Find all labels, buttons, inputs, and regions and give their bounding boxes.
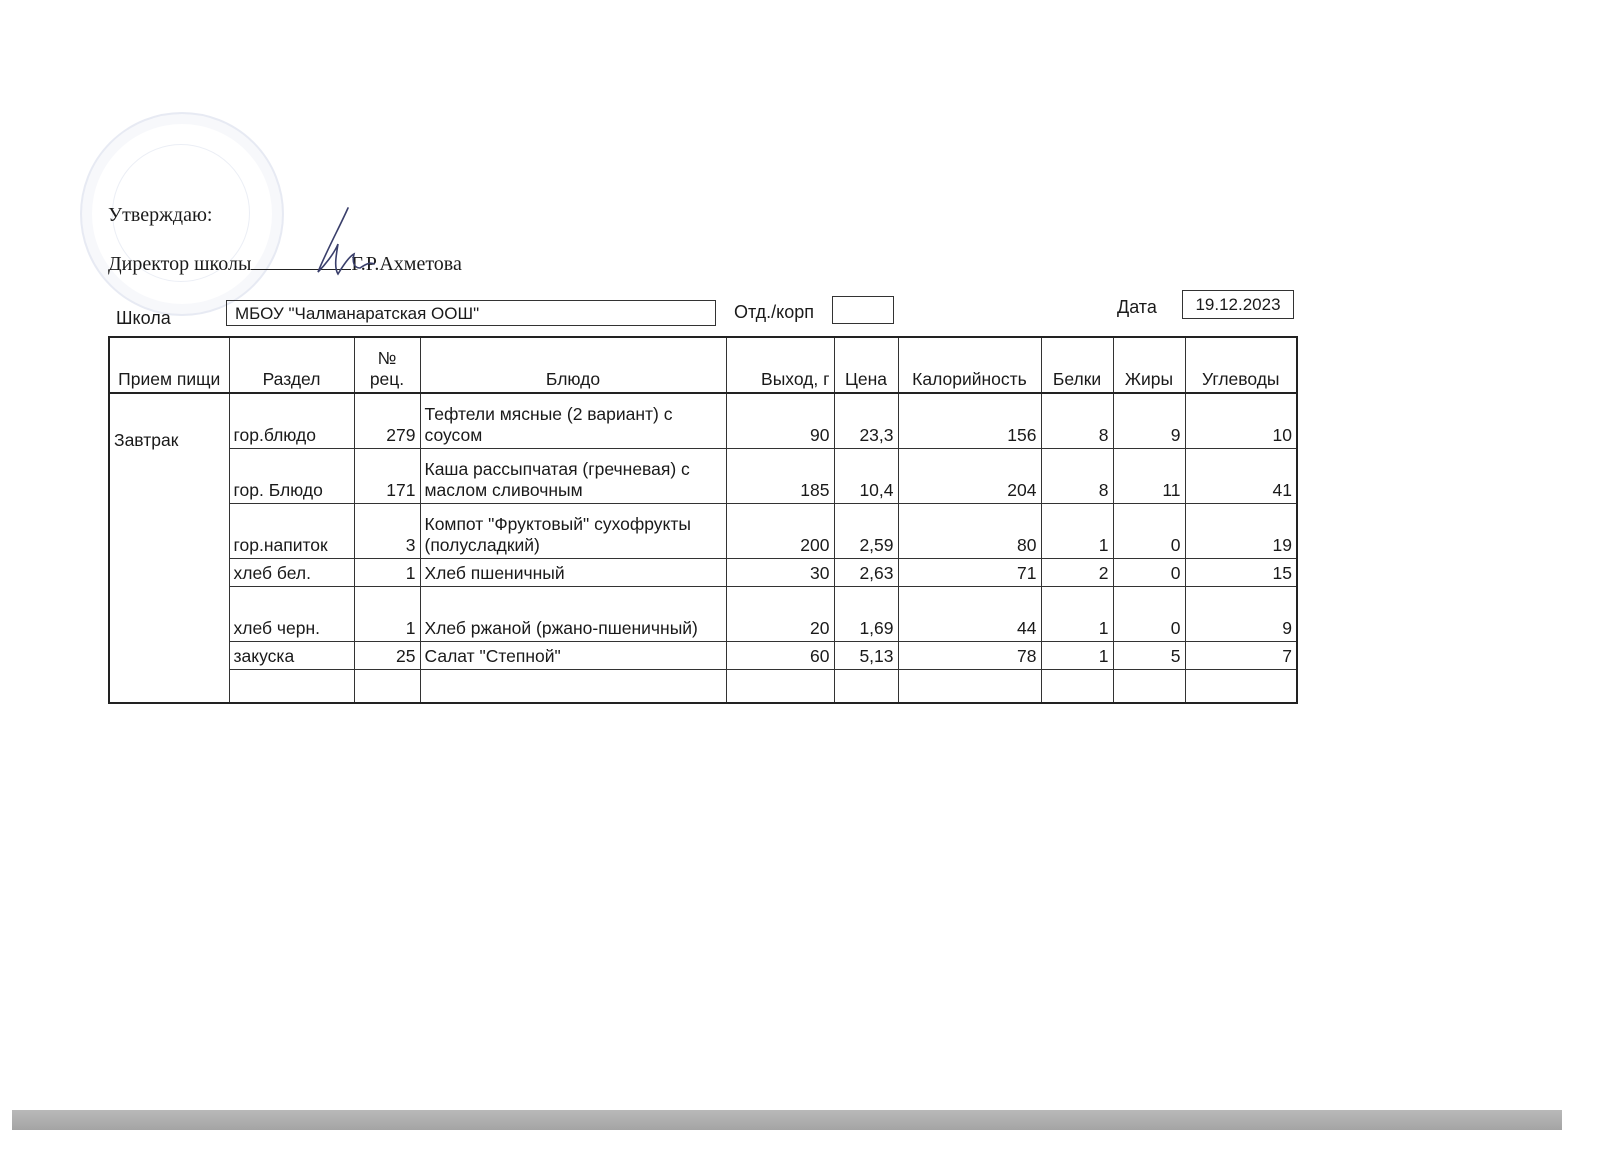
section-cell: гор.блюдо: [229, 393, 354, 449]
section-cell: хлеб черн.: [229, 587, 354, 642]
column-header: Жиры: [1113, 337, 1185, 393]
column-header: Углеводы: [1185, 337, 1297, 393]
dish-cell: Хлеб пшеничный: [420, 559, 726, 587]
yield-cell: 185: [726, 449, 834, 504]
carbs-cell: 10: [1185, 393, 1297, 449]
yield-cell: 90: [726, 393, 834, 449]
date-label: Дата: [1117, 297, 1157, 317]
protein-cell: 1: [1041, 642, 1113, 670]
calories-cell: 204: [898, 449, 1041, 504]
calories-cell: 156: [898, 393, 1041, 449]
recipe-cell: 25: [354, 642, 420, 670]
recipe-cell: 3: [354, 504, 420, 559]
dish-cell: Хлеб ржаной (ржано-пшеничный): [420, 587, 726, 642]
table-row: [109, 559, 1297, 587]
carbs-cell: 9: [1185, 587, 1297, 642]
column-header: Калорийность: [898, 337, 1041, 393]
dish-cell: Салат "Степной": [420, 642, 726, 670]
fat-cell: 5: [1113, 642, 1185, 670]
fat-cell: 11: [1113, 449, 1185, 504]
table-header-row: [109, 337, 1297, 393]
recipe-cell: 279: [354, 393, 420, 449]
empty-cell: [420, 670, 726, 704]
protein-cell: 8: [1041, 393, 1113, 449]
empty-cell: [229, 670, 354, 704]
department-field: [832, 296, 894, 324]
column-header: Прием пищи: [109, 337, 229, 393]
empty-cell: [834, 670, 898, 704]
approval-heading: Утверждаю:: [108, 204, 213, 226]
fat-cell: 0: [1113, 587, 1185, 642]
carbs-cell: 7: [1185, 642, 1297, 670]
scanner-edge-shadow: [12, 1110, 1562, 1130]
price-cell: 2,63: [834, 559, 898, 587]
carbs-cell: 15: [1185, 559, 1297, 587]
calories-cell: 71: [898, 559, 1041, 587]
table-row: [109, 449, 1297, 504]
yield-cell: 30: [726, 559, 834, 587]
dish-cell: Компот "Фруктовый" сухофрукты (полусладкий): [420, 504, 726, 559]
fat-cell: 0: [1113, 504, 1185, 559]
table-row: [109, 587, 1297, 642]
school-label: Школа: [116, 308, 171, 328]
column-header: Выход, г: [726, 337, 834, 393]
table-row: [109, 504, 1297, 559]
protein-cell: 1: [1041, 504, 1113, 559]
protein-cell: 1: [1041, 587, 1113, 642]
yield-cell: 60: [726, 642, 834, 670]
section-cell: гор. Блюдо: [229, 449, 354, 504]
empty-cell: [1185, 670, 1297, 704]
calories-cell: 78: [898, 642, 1041, 670]
calories-cell: 80: [898, 504, 1041, 559]
dish-cell: Каша рассыпчатая (гречневая) с маслом сливочным: [420, 449, 726, 504]
fat-cell: 9: [1113, 393, 1185, 449]
menu-table: [108, 336, 1298, 704]
price-cell: 10,4: [834, 449, 898, 504]
column-header: Раздел: [229, 337, 354, 393]
date-field: 19.12.2023: [1182, 290, 1294, 319]
carbs-cell: 41: [1185, 449, 1297, 504]
recipe-cell: 171: [354, 449, 420, 504]
price-cell: 1,69: [834, 587, 898, 642]
protein-cell: 8: [1041, 449, 1113, 504]
column-header: Цена: [834, 337, 898, 393]
yield-cell: 200: [726, 504, 834, 559]
table-row: [109, 642, 1297, 670]
section-cell: хлеб бел.: [229, 559, 354, 587]
price-cell: 23,3: [834, 393, 898, 449]
recipe-cell: 1: [354, 587, 420, 642]
meal-cell: Завтрак: [109, 393, 229, 703]
protein-cell: 2: [1041, 559, 1113, 587]
section-cell: закуска: [229, 642, 354, 670]
table-row: [109, 393, 1297, 449]
section-cell: гор.напиток: [229, 504, 354, 559]
empty-cell: [898, 670, 1041, 704]
director-signature: [310, 206, 380, 286]
school-name-field: МБОУ "Чалманаратская ООШ": [226, 300, 716, 326]
recipe-cell: 1: [354, 559, 420, 587]
empty-cell: [726, 670, 834, 704]
price-cell: 2,59: [834, 504, 898, 559]
carbs-cell: 19: [1185, 504, 1297, 559]
yield-cell: 20: [726, 587, 834, 642]
director-label: Директор школы: [108, 253, 252, 275]
empty-cell: [1113, 670, 1185, 704]
empty-cell: [354, 670, 420, 704]
column-header: № рец.: [354, 337, 420, 393]
calories-cell: 44: [898, 587, 1041, 642]
dish-cell: Тефтели мясные (2 вариант) с соусом: [420, 393, 726, 449]
column-header: Блюдо: [420, 337, 726, 393]
price-cell: 5,13: [834, 642, 898, 670]
empty-table-row: [109, 670, 1297, 704]
fat-cell: 0: [1113, 559, 1185, 587]
empty-cell: [1041, 670, 1113, 704]
director-name: Г.Р.Ахметова: [351, 253, 462, 275]
department-label: Отд./корп: [734, 302, 814, 322]
column-header: Белки: [1041, 337, 1113, 393]
director-line: [108, 253, 462, 276]
